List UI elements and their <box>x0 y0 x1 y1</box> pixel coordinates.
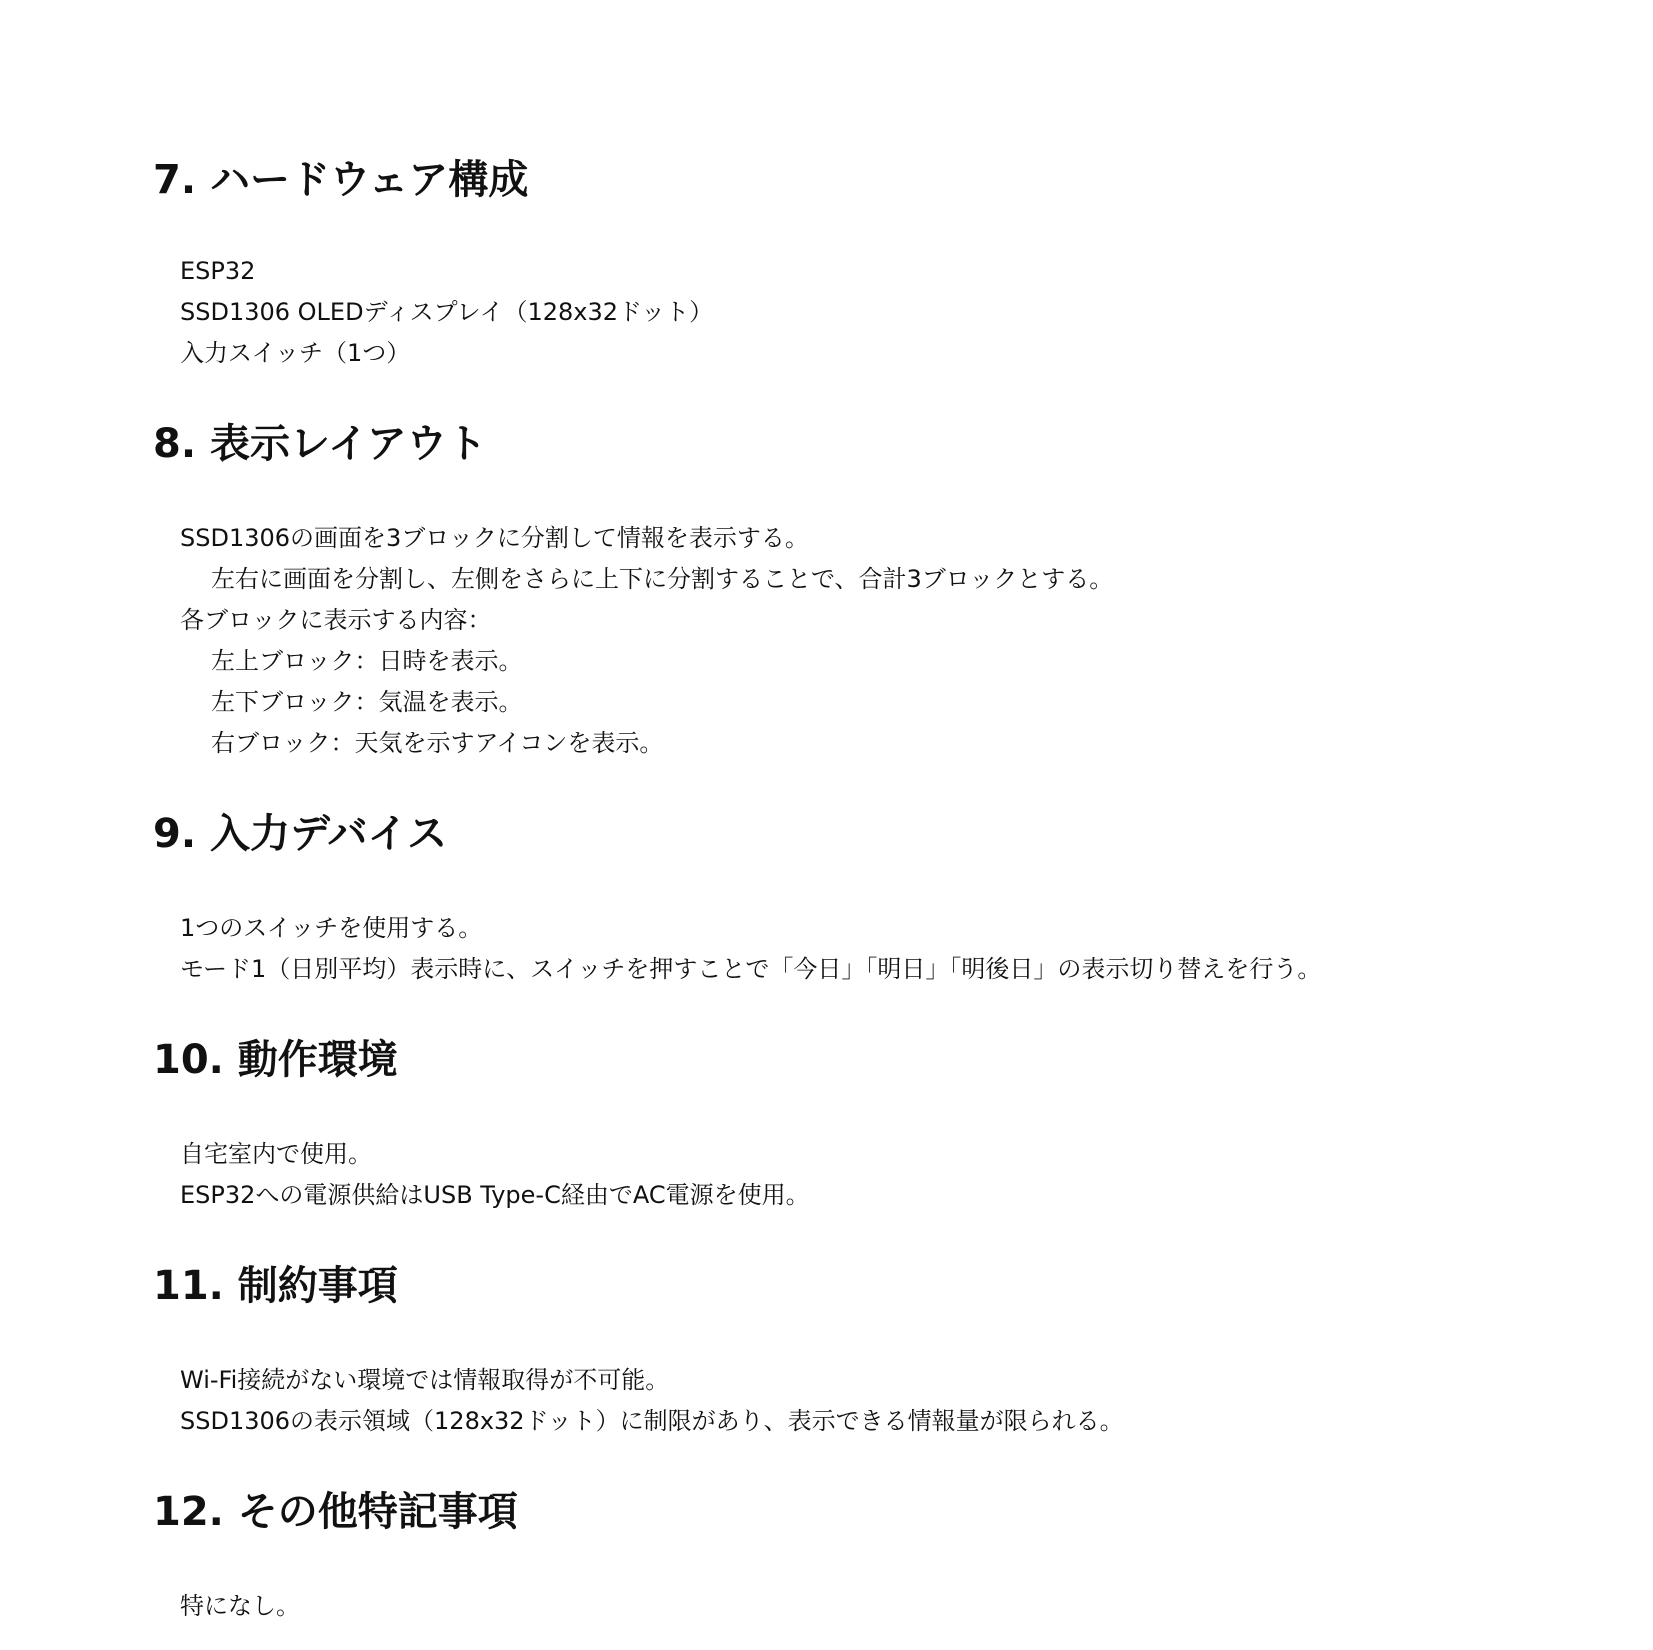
input-line-switch: 1つのスイッチを使用する。 <box>180 914 483 942</box>
notes-line-none: 特になし。 <box>180 1592 300 1620</box>
environment-line-indoor: 自宅室内で使用。 <box>180 1140 372 1168</box>
hardware-item-esp32: ESP32 <box>180 257 256 285</box>
section-heading-environment: 10. 動作環境 <box>153 1037 398 1083</box>
input-line-mode: モード1（日別平均）表示時に、スイッチを押すことで「今日」「明日」「明後日」の表示切り替えを行う。 <box>180 955 1322 983</box>
section-heading-input: 9. 入力デバイス <box>153 811 448 857</box>
hardware-item-switch: 入力スイッチ（1つ） <box>180 339 411 367</box>
layout-line-top-left: 左上ブロック：日時を表示。 <box>211 647 523 675</box>
section-heading-hardware: 7. ハードウェア構成 <box>153 157 529 203</box>
constraints-line-display: SSD1306の表示領域（128x32ドット）に制限があり、表示できる情報量が限られる。 <box>180 1407 1124 1435</box>
section-heading-layout: 8. 表示レイアウト <box>153 421 487 467</box>
layout-line-right: 右ブロック：天気を示すアイコンを表示。 <box>211 729 664 757</box>
section-heading-notes: 12. その他特記事項 <box>153 1489 518 1535</box>
layout-line-split: 左右に画面を分割し、左側をさらに上下に分割することで、合計3ブロックとする。 <box>211 565 1114 593</box>
constraints-line-wifi: Wi-Fi接続がない環境では情報取得が不可能。 <box>180 1366 670 1394</box>
layout-line-overview: SSD1306の画面を3ブロックに分割して情報を表示する。 <box>180 524 809 552</box>
section-heading-constraints: 11. 制約事項 <box>153 1263 398 1309</box>
environment-line-power: ESP32への電源供給はUSB Type-C経由でAC電源を使用。 <box>180 1181 810 1209</box>
layout-line-contents-label: 各ブロックに表示する内容： <box>180 606 492 634</box>
hardware-item-display: SSD1306 OLEDディスプレイ（128x32ドット） <box>180 298 714 326</box>
layout-line-bottom-left: 左下ブロック：気温を表示。 <box>211 688 523 716</box>
